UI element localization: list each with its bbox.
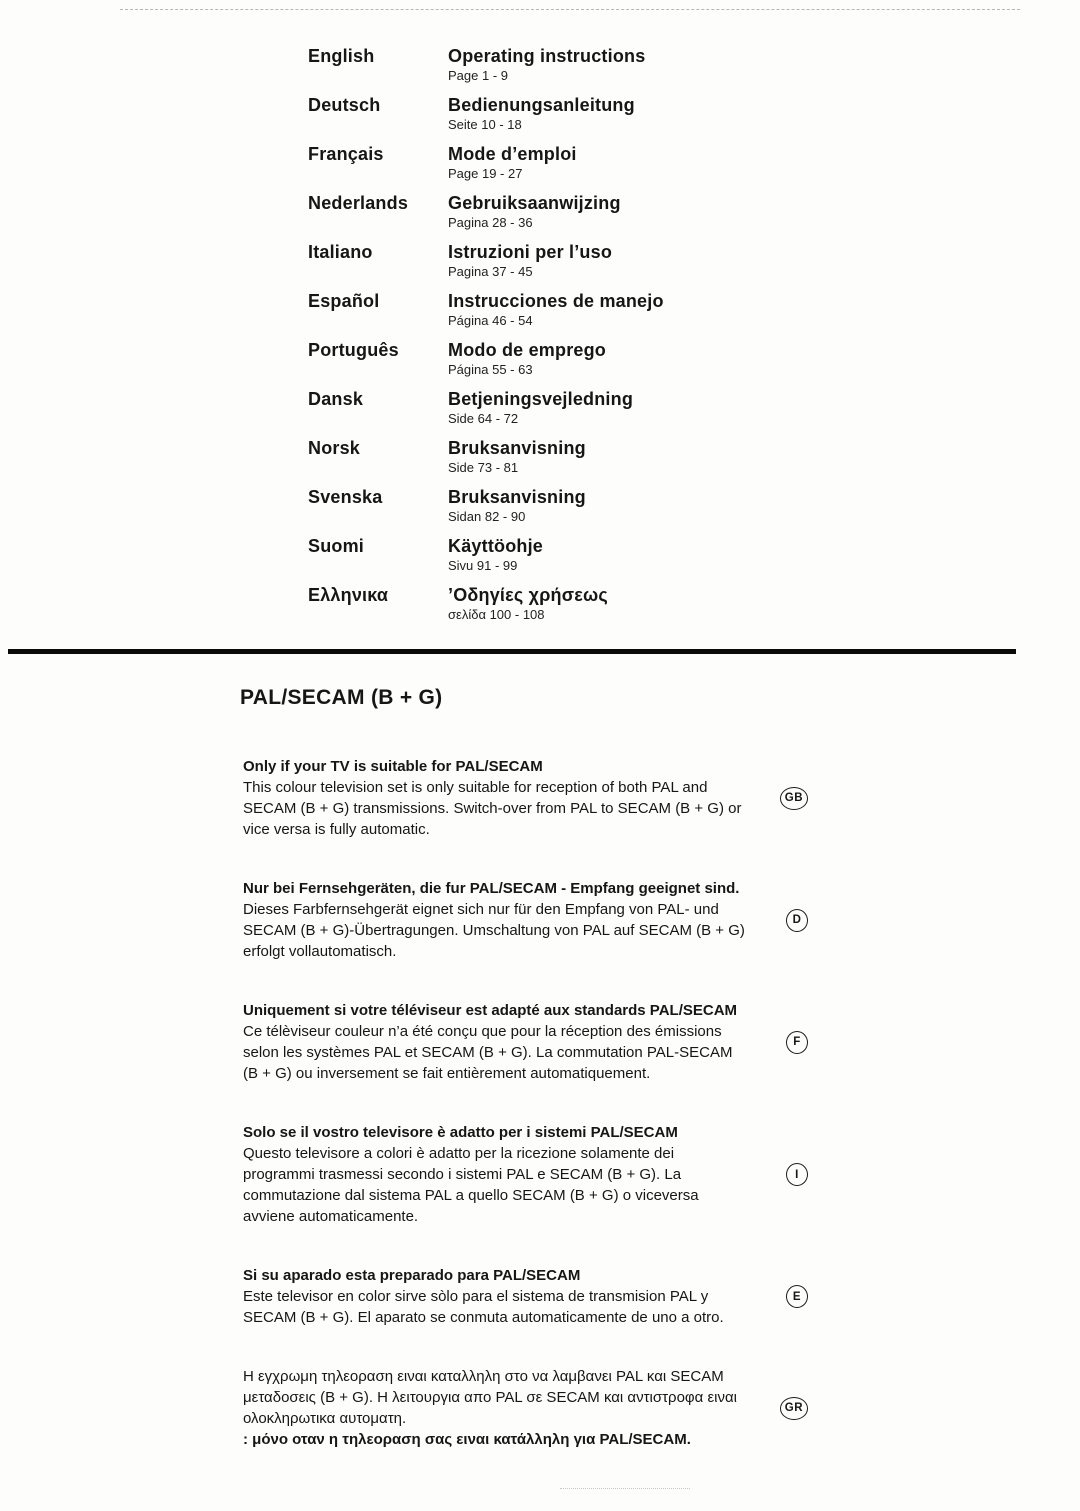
language-name: Norsk	[308, 438, 361, 458]
country-badge: D	[786, 909, 808, 932]
section-divider	[8, 649, 1016, 654]
paragraph-body: Questo televisore a colori è adatto per la ricezione solamente dei programmi trasmessi secondo i sistemi PAL e SECAM (B + G). La commutazione dal sistema PAL a quello SECAM (B + G) o viceversa avviene automaticamente.	[243, 1145, 699, 1225]
language-paragraph-e	[243, 1265, 808, 1328]
scan-artifact-top	[120, 9, 1020, 10]
paragraph-text	[243, 756, 748, 840]
page-range: Side 64 - 72	[448, 411, 519, 426]
language-info	[448, 144, 577, 182]
language-row	[308, 242, 1080, 280]
scan-artifact-bottom	[560, 1488, 690, 1489]
page-range: Página 55 - 63	[448, 362, 533, 377]
page-range: Pagina 28 - 36	[448, 215, 533, 230]
language-info	[448, 585, 608, 623]
language-row	[308, 585, 1080, 623]
manual-title: Gebruiksaanwijzing	[448, 193, 621, 213]
manual-title: Instrucciones de manejo	[448, 291, 664, 311]
language-index	[308, 0, 1080, 623]
language-row	[308, 95, 1080, 133]
country-badge-wrap	[760, 1031, 808, 1054]
manual-title: Bedienungsanleitung	[448, 95, 635, 115]
country-badge-wrap	[760, 787, 808, 810]
language-row	[308, 144, 1080, 182]
country-badge: GB	[780, 787, 808, 810]
language-info	[448, 487, 586, 525]
paragraph-heading: Uniquement si votre téléviseur est adapté aux standards PAL/SECAM	[243, 1002, 738, 1019]
language-info	[448, 438, 586, 476]
country-badge: I	[786, 1163, 808, 1186]
language-info	[448, 536, 543, 574]
language-name: Français	[308, 144, 384, 164]
manual-title: Modo de emprego	[448, 340, 607, 360]
paragraph-text	[243, 1000, 748, 1084]
section-title: PAL/SECAM (B + G)	[240, 686, 443, 709]
language-name: Dansk	[308, 389, 364, 409]
language-row	[308, 487, 1080, 525]
page-range: Página 46 - 54	[448, 313, 533, 328]
paragraph-note: : μόνο οταν η τηλεοραση σας ειναι κατάλληλη για PAL/SECAM.	[243, 1431, 691, 1448]
page-range: σελίδα 100 - 108	[448, 607, 545, 622]
country-badge-wrap	[760, 909, 808, 932]
language-info	[448, 46, 645, 84]
language-paragraph-gb	[243, 756, 808, 840]
language-paragraph-d	[243, 878, 808, 962]
page-range: Seite 10 - 18	[448, 117, 522, 132]
manual-title: Bruksanvisning	[448, 438, 586, 458]
language-info	[448, 340, 606, 378]
page-range: Page 19 - 27	[448, 166, 523, 181]
language-row	[308, 193, 1080, 231]
language-info	[448, 389, 633, 427]
page-range: Side 73 - 81	[448, 460, 519, 475]
country-badge-wrap	[760, 1163, 808, 1186]
country-badge: GR	[780, 1397, 808, 1420]
country-badge: F	[786, 1031, 808, 1054]
language-info	[448, 291, 664, 329]
manual-title: Betjeningsvejledning	[448, 389, 634, 409]
country-badge-wrap	[760, 1285, 808, 1308]
paragraph-text	[243, 1122, 748, 1227]
manual-title: Bruksanvisning	[448, 487, 586, 507]
language-info	[448, 242, 612, 280]
language-paragraph-i	[243, 1122, 808, 1227]
paragraph-body: Dieses Farbfernsehgerät eignet sich nur für den Empfang von PAL- und SECAM (B + G)-Übertragungen. Umschaltung von PAL auf SECAM (B + G) erfolgt vollautomatisch.	[243, 901, 745, 960]
language-row	[308, 438, 1080, 476]
page-range: Sidan 82 - 90	[448, 509, 526, 524]
manual-title: Operating instructions	[448, 46, 646, 66]
pal-secam-blocks	[243, 756, 1080, 1450]
language-info	[448, 95, 635, 133]
page-range: Page 1 - 9	[448, 68, 508, 83]
manual-title: ’Οδηγίες χρήσεως	[448, 585, 608, 605]
manual-title: Mode d’emploi	[448, 144, 577, 164]
language-name: Svenska	[308, 487, 383, 507]
language-name: Ελληνικα	[308, 585, 389, 605]
language-paragraph-f	[243, 1000, 808, 1084]
language-name: Español	[308, 291, 380, 311]
paragraph-body: Η εγχρωμη τηλεοραση ειναι καταλληλη στο να λαμβανει PAL και SECAM μεταδοσεις (B + G). Η λειτουργια απο PAL σε SECAM και αντιστροφα ειναι ολοκληρωτικα αυτοματη.	[243, 1368, 738, 1427]
language-row	[308, 291, 1080, 329]
language-info	[448, 193, 621, 231]
paragraph-body: Ce télèviseur couleur n’a été conçu que pour la réception des émissions selon les systèmes PAL et SECAM (B + G). La commutation PAL-SECAM (B + G) ou inversement se fait entièrement automatiquement.	[243, 1023, 733, 1082]
paragraph-heading: Si su aparado esta preparado para PAL/SECAM	[243, 1267, 581, 1284]
language-row	[308, 46, 1080, 84]
language-name: Nederlands	[308, 193, 409, 213]
country-badge: E	[786, 1285, 808, 1308]
manual-title: Istruzioni per l’uso	[448, 242, 613, 262]
paragraph-text	[243, 1265, 748, 1328]
language-paragraph-gr	[243, 1366, 808, 1450]
language-name: Deutsch	[308, 95, 381, 115]
page-range: Pagina 37 - 45	[448, 264, 533, 279]
language-row	[308, 340, 1080, 378]
paragraph-heading: Nur bei Fernsehgeräten, die fur PAL/SECAM - Empfang geeignet sind.	[243, 880, 740, 897]
language-name: English	[308, 46, 375, 66]
language-name: Português	[308, 340, 399, 360]
paragraph-body: Este televisor en color sirve sòlo para el sistema de transmision PAL y SECAM (B + G). El aparato se conmuta automaticamente de uno a otro.	[243, 1288, 724, 1326]
language-name: Suomi	[308, 536, 365, 556]
manual-title: Käyttöohje	[448, 536, 544, 556]
country-badge-wrap	[760, 1397, 808, 1420]
language-row	[308, 389, 1080, 427]
paragraph-body: This colour television set is only suitable for reception of both PAL and SECAM (B + G) transmissions. Switch-over from PAL to SECAM (B + G) or vice versa is fully automatic.	[243, 779, 742, 838]
language-row	[308, 536, 1080, 574]
paragraph-text	[243, 1366, 748, 1450]
page-range: Sivu 91 - 99	[448, 558, 518, 573]
paragraph-text	[243, 878, 748, 962]
language-name: Italiano	[308, 242, 373, 262]
paragraph-heading: Only if your TV is suitable for PAL/SECAM	[243, 758, 543, 775]
paragraph-heading: Solo se il vostro televisore è adatto per i sistemi PAL/SECAM	[243, 1124, 678, 1141]
